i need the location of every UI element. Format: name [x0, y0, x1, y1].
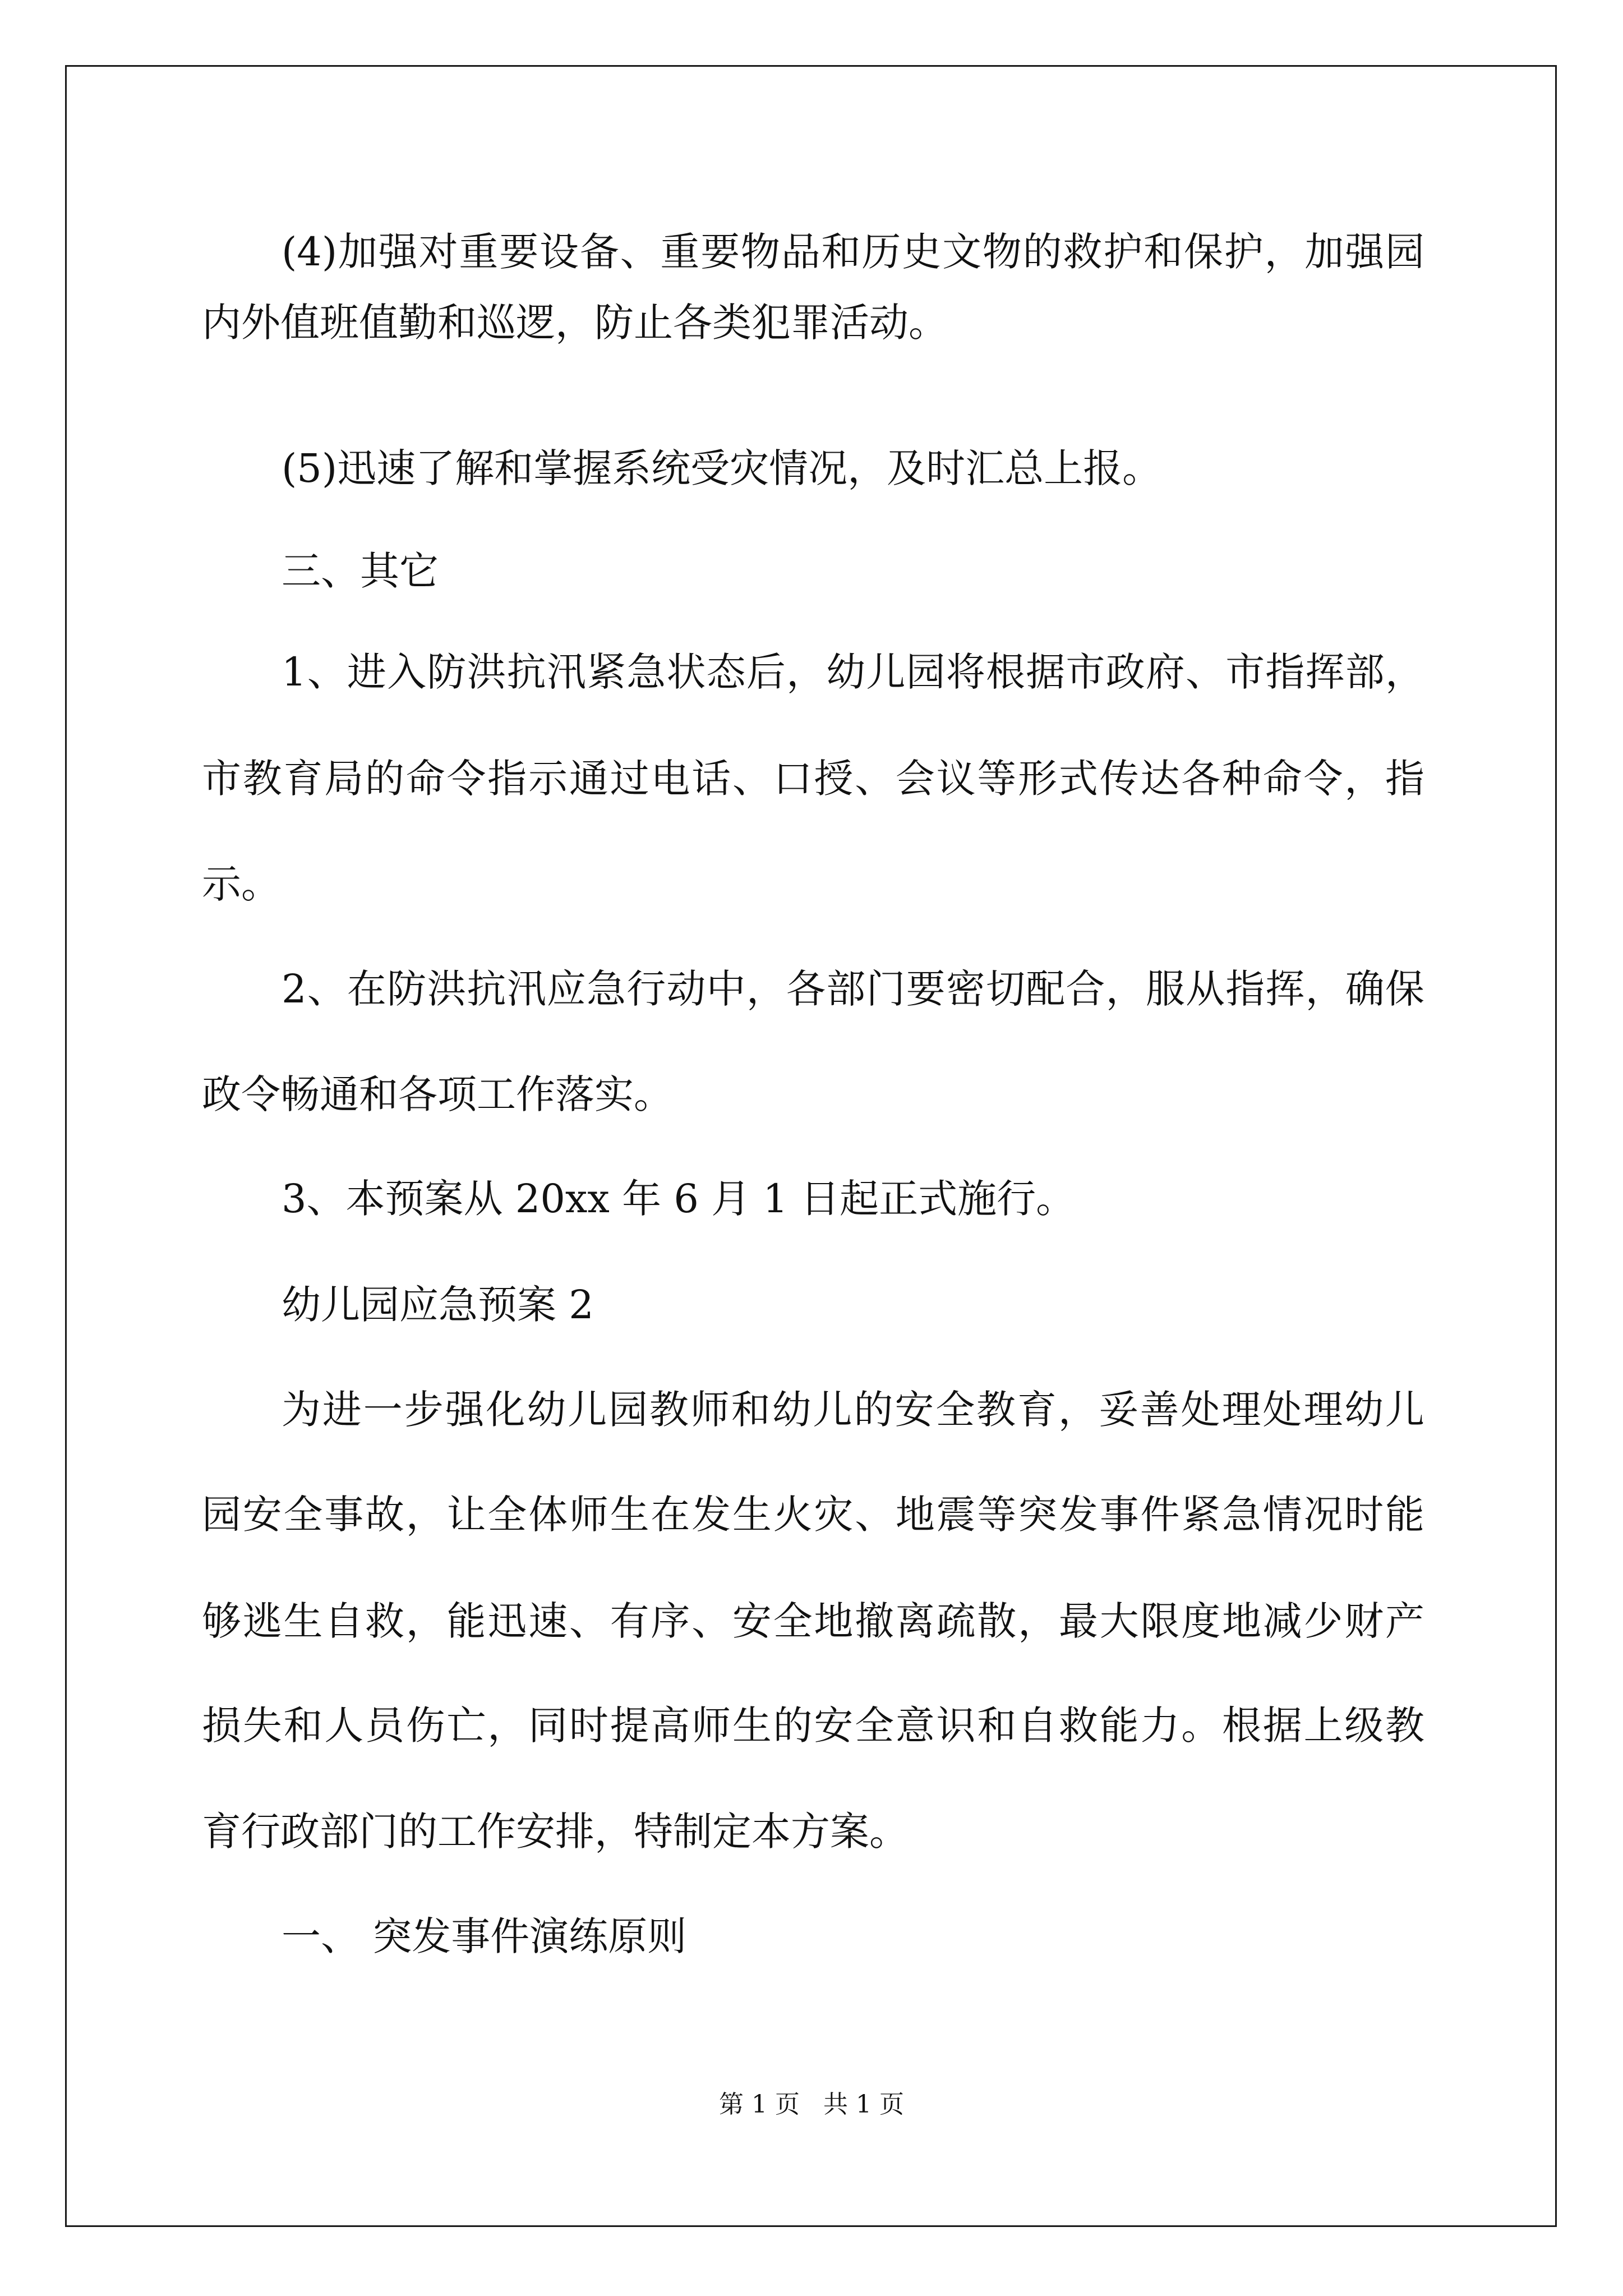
paragraph-line: 3、本预案从 20xx 年 6 月 1 日起正式施行。 [282, 1176, 1076, 1222]
paragraph-line: 育行政部门的工作安排，特制定本方案。 [202, 1809, 909, 1855]
page-border [65, 65, 1557, 2227]
section-heading: 三、其它 [282, 548, 439, 594]
section-heading: 一、 突发事件演练原则 [282, 1913, 687, 1959]
paragraph-line: (5)迅速了解和掌握系统受灾情况，及时汇总上报。 [282, 445, 1162, 491]
paragraph-line: (4)加强对重要设备、重要物品和历史文物的救护和保护，加强园 [282, 229, 1424, 275]
paragraph-line: 损失和人员伤亡，同时提高师生的安全意识和自救能力。根据上级教 [202, 1703, 1424, 1749]
paragraph-line: 为进一步强化幼儿园教师和幼儿的安全教育，妥善处理处理幼儿 [282, 1387, 1424, 1433]
page-number-footer: 第 1 页 共 1 页 [719, 2090, 904, 2119]
paragraph-line: 市教育局的命令指示通过电话、口授、会议等形式传达各种命令，指 [202, 756, 1424, 802]
document-subtitle: 幼儿园应急预案 2 [282, 1282, 594, 1328]
paragraph-line: 政令畅通和各项工作落实。 [202, 1071, 673, 1117]
paragraph-line: 示。 [202, 861, 280, 907]
paragraph-line: 园安全事故，让全体师生在发生火灾、地震等突发事件紧急情况时能 [202, 1492, 1424, 1538]
paragraph-line: 2、在防洪抗汛应急行动中，各部门要密切配合，服从指挥，确保 [282, 966, 1424, 1012]
paragraph-line: 够逃生自救，能迅速、有序、安全地撤离疏散，最大限度地减少财产 [202, 1598, 1424, 1644]
paragraph-line: 1、进入防洪抗汛紧急状态后，幼儿园将根据市政府、市指挥部， [282, 649, 1424, 695]
paragraph-line: 内外值班值勤和巡逻，防止各类犯罪活动。 [202, 300, 948, 346]
